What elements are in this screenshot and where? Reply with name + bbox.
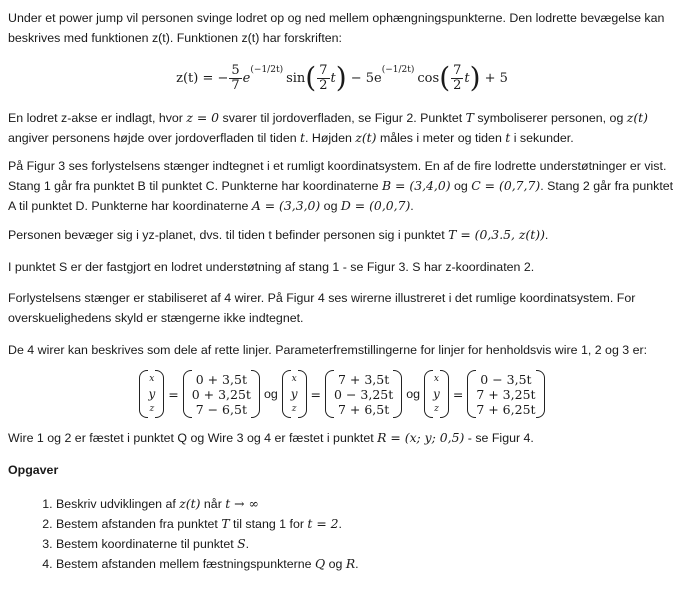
task-item: 3. Bestem koordinaterne til punktet S. bbox=[56, 534, 676, 554]
tasks-heading: Opgaver bbox=[8, 463, 59, 477]
fastening-points-paragraph: Wire 1 og 2 er fæstet i punktet Q og Wire 3 og 4 er fæstet i punktet R = (x; y; 0,5) - se Figur 4. bbox=[8, 430, 534, 445]
z-function-formula: z(t) = − $\frac{5}{7}$ e (−1/2t) sin ( $\frac{7}{2}$ t ) − 5e (−1/2t) cos ( $\frac{7}{2}$ t ) + 5 bbox=[176, 61, 508, 94]
exponent-1: (−1/2t) bbox=[250, 65, 284, 75]
wire-2-vector: 7 + 3,5t 0 − 3,25t 7 + 6,5t bbox=[325, 370, 402, 418]
wire-3-vector: 0 − 3,5t 7 + 3,25t 7 + 6,25t bbox=[467, 370, 544, 418]
wires-paragraph: Forlystelsens stænger er stabiliseret af 4 wirer. På Figur 4 ses wirerne illustreret i det rumlige koordinatsystem. For overskuelighedens skyld er stængerne ikke indtegnet. bbox=[8, 291, 636, 325]
z-axis-paragraph: En lodret z-akse er indlagt, hvor z = 0 svarer til jordoverfladen, se Figur 2. Punktet T symboliserer personen, og z(t) angiver personens højde over jordoverfladen til tiden t. Højden z(t) måles i meter og tiden t i sekunder. bbox=[8, 110, 648, 145]
fraction-5-7: $\frac{5}{7}$ bbox=[231, 62, 240, 93]
yz-plane-paragraph: Personen bevæger sig i yz-planet, dvs. til tiden t befinder personen sig i punktet T = (0,3.5, z(t)). bbox=[8, 227, 549, 242]
parametric-equations: x y z = 0 + 3,5t 0 + 3,25t 7 − 6,5t og x y z = 7 + 3,5t 0 − 3,25t 7 + 6,5t og x y z = 0 − 3,5t 7 + 3,25t 7 + 6,25t bbox=[8, 368, 676, 420]
task-item: 1. Beskriv udviklingen af z(t) når t → ∞ bbox=[56, 494, 676, 514]
fraction-7-2-cos: $\frac{7}{2}$ bbox=[453, 62, 462, 93]
formula-lhs: z(t) = − bbox=[176, 70, 229, 86]
task-item: 2. Bestem afstanden fra punktet T til stang 1 for t = 2. bbox=[56, 514, 676, 534]
fraction-7-2-sin: $\frac{7}{2}$ bbox=[319, 62, 328, 93]
wire-1-vector: 0 + 3,5t 0 + 3,25t 7 − 6,5t bbox=[183, 370, 260, 418]
xyz-vector-2: x y z bbox=[282, 370, 307, 418]
xyz-vector-3: x y z bbox=[424, 370, 449, 418]
tasks-list bbox=[8, 494, 676, 574]
exponent-2: (−1/2t) bbox=[381, 65, 415, 75]
intro-paragraph: Under et power jump vil personen svinge lodret op og ned mellem ophængningspunkterne. Den lodrette bevægelse kan beskrives med funktionen z(t). Funktionen z(t) har forskriften: bbox=[8, 11, 665, 45]
coordinates-paragraph: På Figur 3 ses forlystelsens stænger indtegnet i et rumligt koordinatsystem. En af de fire lodrette understøtninger er vist. Stang 1 går fra punktet B til punktet C. Punkterne har koordinaterne B = (3,4,0) og C = (0,7,7). Stang 2 går fra punktet A til punktet D. Punkterne har koordinaterne A = (3,3,0) og D = (0,0,7). bbox=[8, 159, 674, 213]
point-s-paragraph: I punktet S er der fastgjort en lodret understøtning af stang 1 - se Figur 3. S har z-koordinaten 2. bbox=[8, 260, 535, 274]
xyz-vector-1: x y z bbox=[139, 370, 164, 418]
parametric-intro-paragraph: De 4 wirer kan beskrives som dele af rette linjer. Parameterfremstillingerne for linjer for henholdsvis wire 1, 2 og 3 er: bbox=[8, 343, 648, 357]
task-item: 4. Bestem afstanden mellem fæstningspunkterne Q og R. bbox=[56, 554, 676, 574]
